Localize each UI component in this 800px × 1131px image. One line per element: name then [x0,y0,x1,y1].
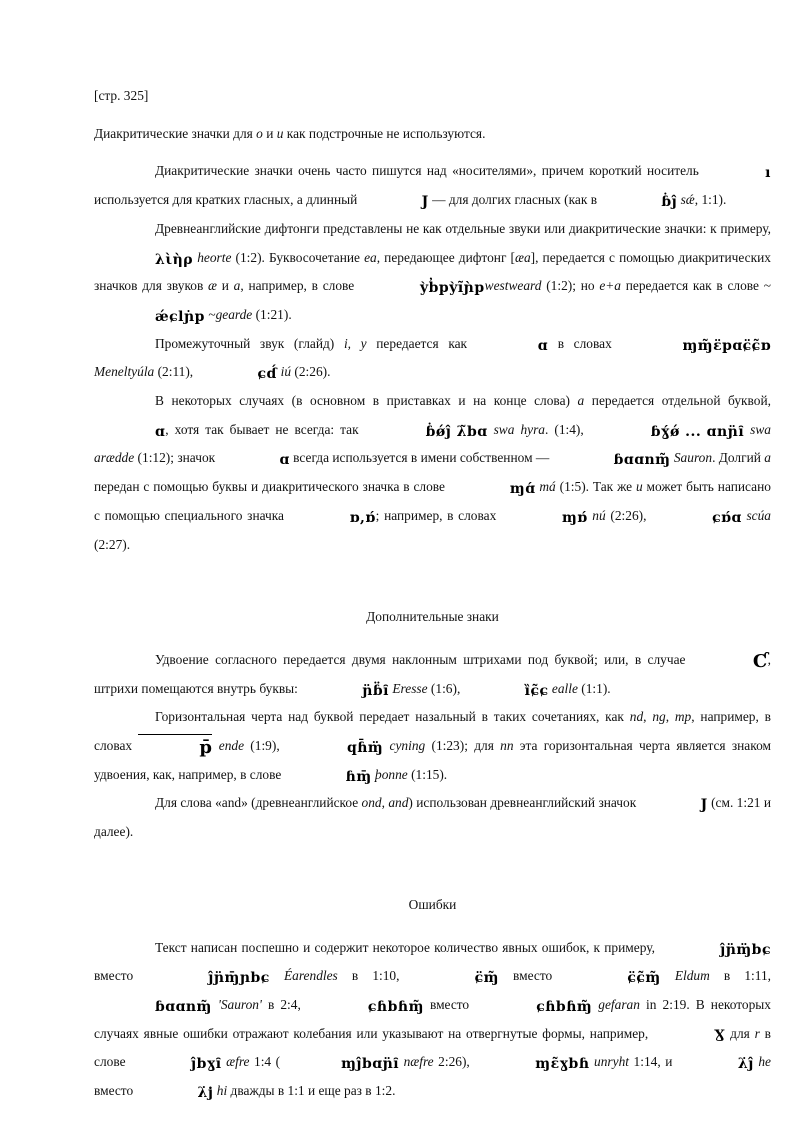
page-reference: [стр. 325] [94,88,149,103]
paragraph-glide: Промежуточный звук (глайд) i, y передается как ɑ в словах ɱɱ̃ɛ̈pɑɕ̈ɕ̃ɒ Meneltyúla (2:11), ɕɗ́ iú (2:26). [94,335,771,383]
tengwar-earendles-glyph: ĵɲ̈ɱ̄ɲbɕ [208,970,270,987]
tengwar-sae-glyph: ɓ̇ĵ [661,194,678,211]
paragraph-carriers: Диакритические значки очень часто пишутся над «носителями», причем короткий носитель ı используется для кратких гласных, а длинный J — для долгих гласных (как в ɓ̇ĵ sǽ, 1:1). [94,163,771,211]
tengwar-error-1-glyph: ĵɲ̈ɱ̈bɕ [720,941,771,958]
tengwar-meneltyula-glyph: ɱɱ̃ɛ̈pɑɕ̈ɕ̃ɒ [682,337,771,354]
tengwar-cyning-glyph: qɦ̄ɱ̈ [346,740,384,757]
tengwar-he-glyph: λ̇ĵ [737,1056,754,1073]
tengwar-ma-glyph: ɱɑ́ [509,481,536,498]
tengwar-naefre-glyph: ɱĵbɑɲ̈ȋ [341,1056,400,1073]
and-sign-glyph: J [700,797,708,814]
paragraph-errors: Текст написан поспешно и содержит некоторое количество явных ошибок, к примеру, ĵɲ̈ɱ̈bɕ вместо ĵɲ̈ɱ̄ɲbɕ Éarendles в 1:10, ɕ̈ɱ̃ вместо ɕ̈ɕ̃ɱ̃ Eldum в 1:11, ɓɑɑnɱ̃ 'Sauron' в 2:4, ɕɦbɦɱ̃ вместо ɕɦbɦɱ̃ gefaran in 2:19. В некоторых случаях явные ошибки отражают колебания или указывают на отвергнутые формы, например, Ɣ для r в слове ĵbɣȋ æfre 1:4 ( ɱĵbɑɲ̈ȋ næfre 2:26), ɱɛ̃ɣbɦ unryht 1:14, и λ̇ĵ he вместо λ̇j hi дважды в 1:1 и еще раз в 1:2. [94,939,772,1102]
tengwar-t-letter-glyph: Ƈ [752,650,768,672]
long-carrier-glyph: J [421,194,429,211]
heading-errors: Ошибки [408,896,457,912]
tengwar-ponne-glyph: ɦɱ̄ [345,768,372,785]
r-sign-glyph: Ɣ [714,1027,726,1044]
tengwar-swa-hyra-glyph: ɓ̇ǿĵ λ̃bɑ [425,423,488,440]
tengwar-gearde-glyph: ǽɕlɲ̇p [155,308,205,325]
paragraph-nasal-bar: Горизонтальная черта над буквой передает назальный в таких сочетаниях, как nd, ng, mp, например, в словах p̄ ende (1:9), qɦ̄ɱ̈ cyning (1:23); для nn эта горизонтальная черта является знаком удвоения, как, например, в слове ɦɱ̄ þonne (1:15). [94,709,771,785]
tengwar-eldum-glyph: ɕ̈ɕ̃ɱ̃ [627,970,661,987]
paragraph-doubling: Удвоение согласного передается двумя наклонным штрихами под буквой; или, в случае Ƈ, штрихи помещаются внутрь буквы: ɲ̈ɓ̈ȋ Eresse (1:6), ȉɕ̃ɕ ealle (1:1). [94,650,771,699]
tengwar-swa-araedde-glyph: ɓɣ́ǿ ... ɑnɲ̈ȋ [650,423,745,440]
paragraph-diphthongs: Древнеанглийские дифтонги представлены не как отдельные звуки или диакритические значки: к примеру, λὶὴρ heorte (1:2). Буквосочетание ea, передающее дифтонг [æa], передается с помощью диакритических значков для звуков æ и a, например, в слове ỳb̓pỳĩɲ̀pwestweard (1:2); но e+a передается как в слове ~ǽɕlɲ̇p ~gearde (1:21). [94,220,771,325]
a-sign-glyph-2: ɑ [279,452,290,469]
a-sign-glyph: ɑ [155,423,166,440]
tengwar-ende-glyph: p̄ [138,741,212,755]
tengwar-iu-glyph: ɕɗ́ [257,366,278,383]
tengwar-sauron-2-glyph: ɓɑɑnɱ̃ [155,998,212,1015]
tengwar-heorte-glyph: λὶὴρ [155,251,194,268]
tengwar-unryht-glyph: ɱɛ̃ɣbɦ [535,1056,590,1073]
tengwar-hi-glyph: λ̇j [197,1085,214,1102]
paragraph-and-sign: Для слова «and» (древнеанглийское ond, and) использован древнеанглийский значок J (см. 1:21 и далее). [94,795,771,840]
heading-additional-signs: Дополнительные знаки [366,609,499,625]
tengwar-westweard-glyph: ỳb̓pỳĩɲ̀p [420,280,485,297]
tengwar-error-3-glyph: ɕɦbɦɱ̃ [367,998,424,1015]
tengwar-aefre-glyph: ĵbɣȋ [191,1056,222,1073]
u-sign-glyph: ɒ,ɒ́ [349,509,376,526]
glide-sign-glyph: ɑ [537,337,549,354]
tengwar-error-2-glyph: ɕ̈ɱ̃ [474,970,499,987]
short-carrier-glyph: ı [765,165,771,182]
tengwar-gefaran-glyph: ɕɦbɦɱ̃ [536,998,593,1015]
paragraph-separate-a: В некоторых случаях (в основном в приставках и на конце слова) a передается отдельной буквой, ɑ, хотя так бывает не всегда: так ɓ̇ǿĵ λ̃bɑ swa hyra. (1:4), ɓɣ́ǿ ... ɑnɲ̈ȋ swa arædde (1:12); значок ɑ всегда используется в имени собственном — ɓɑɑnɱ̃ Sauron. Долгий a передан с помощью буквы и диакритического значка в слове ɱɑ́ má (1:5). Так же u может быть написано с помощью специального значка ɒ,ɒ́; например, в словах ɱɒ́ nú (2:26), ɕɒ́ɑ scúa (2:27). [94,393,771,552]
document-page [94,82,771,1106]
tengwar-eresse-glyph: ɲ̈ɓ̈ȋ [362,682,390,699]
tengwar-scua-glyph: ɕɒ́ɑ [712,509,742,526]
tengwar-nu-glyph: ɱɒ́ [561,509,588,526]
tengwar-sauron-glyph: ɓɑɑnɱ̃ [613,452,671,469]
tengwar-ealle-glyph: ȉɕ̃ɕ [524,682,549,699]
paragraph-diacritics-subscript: Диакритические значки для о и u как подстрочные не используются. [94,125,486,141]
